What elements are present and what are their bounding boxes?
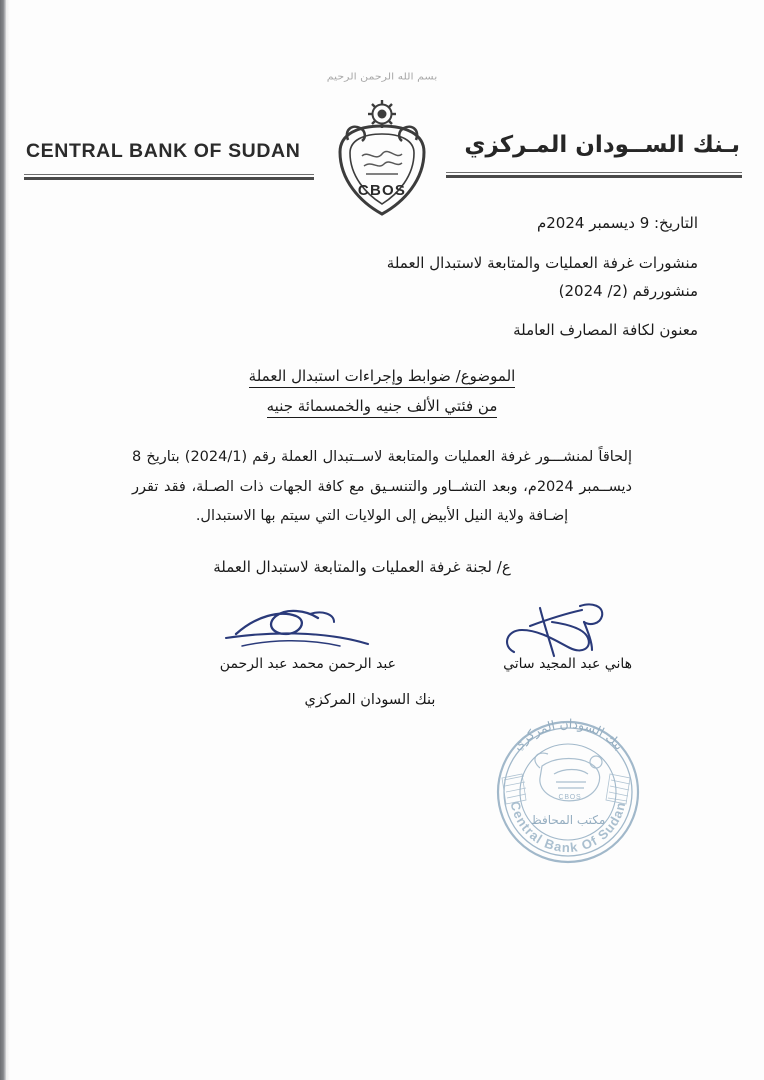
basmala-text: بسم الله الرحمن الرحيم: [326, 70, 438, 83]
crest-abbr: CBOS: [357, 182, 407, 199]
subject-line-2-text: من فئتي الألف جنيه والخمسمائة جنيه: [267, 397, 498, 418]
signature-name-left: عبد الرحمن محمد عبد الرحمن: [219, 656, 396, 672]
bank-name-english: CENTRAL BANK OF SUDAN: [26, 140, 301, 162]
closing-line: ع/ لجنة غرفة العمليات والمتابعة لاستبدال العملة: [213, 558, 511, 577]
bank-name-arabic: بـنك الســودان المـركزي: [464, 132, 740, 158]
signature-area: [0, 600, 764, 708]
addressee-line: معنون لكافة المصارف العاملة: [513, 320, 698, 339]
organisation-line: بنك السودان المركزي: [304, 692, 436, 708]
header-rule-left: [24, 174, 314, 181]
signature-ink-abdulrahman: [222, 600, 372, 658]
document-body: [0, 212, 764, 579]
signature-ink-hani: [496, 600, 616, 662]
subject-line-2: [0, 395, 764, 418]
circular-series-title: منشورات غرفة العمليات والمتابعة لاستبدال العملة: [386, 253, 698, 272]
stamp-crest-abbr: CBOS: [558, 794, 582, 801]
letterhead: [0, 64, 764, 199]
signature-row: [0, 600, 764, 680]
stamp-center-text: مكتب المحافظ: [530, 813, 606, 827]
header-rule-right: [446, 172, 742, 179]
stamp-top-text: بنك السودان المركزي: [509, 715, 627, 753]
date-line: التاريخ: 9 ديسمبر 2024م: [536, 214, 698, 232]
signature-name-right: هاني عبد المجيد ساتي: [503, 656, 632, 672]
subject-line-1: [0, 365, 764, 388]
cbos-crest-icon: [318, 94, 446, 222]
body-paragraph: إلحاقاً لمنشـــور غرفة العمليات والمتابعة لاســتبدال العملة رقم (2024/1) بتاريخ 8 ديســمبر 2024م، وبعد التشــاور والتنسـيق مع كافة الجهات ذات الصـلة، فقد تقرر إضـافة ولاية النيل الأبيض إلى الولايات التي سيتم بها الاستبدال.: [132, 449, 633, 525]
stamp-bottom-text: Central Bank Of Sudan: [507, 799, 629, 856]
circular-number: منشوررقم (2/ 2024): [558, 282, 698, 300]
subject-line-1-text: الموضوع/ ضوابط وإجراءات استبدال العملة: [249, 367, 516, 388]
official-stamp: [478, 704, 658, 878]
